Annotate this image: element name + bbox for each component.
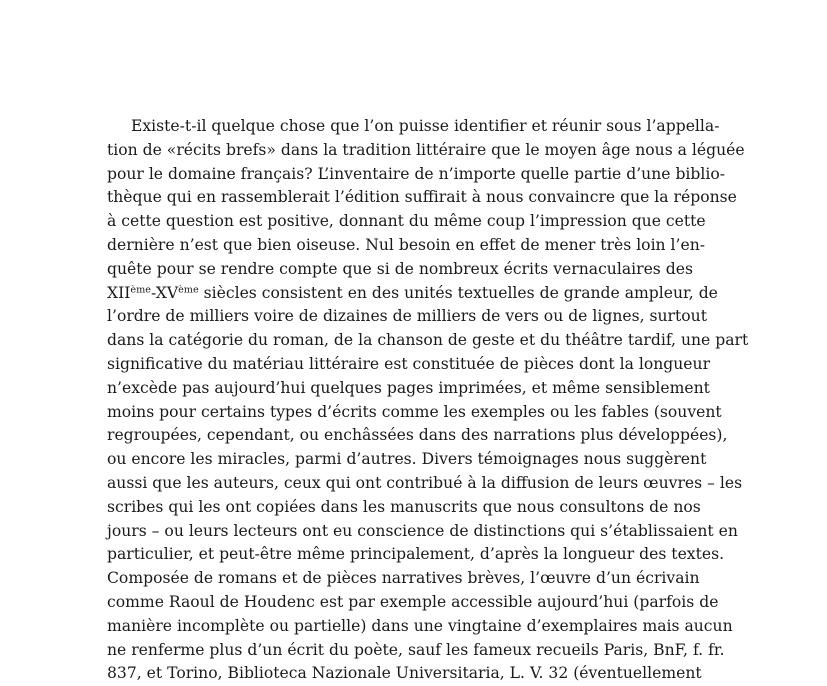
body-paragraph [107, 115, 749, 686]
text-line: Existe-t-il quelque chose que l’on puisse identifier et réunir sous l’appella- [131, 117, 720, 135]
text-line: aussi que les auteurs, ceux qui ont contribué à la diffusion de leurs œuvres – les [107, 473, 743, 492]
text-line: ou encore les miracles, parmi d’autres. Divers témoignages nous suggèrent [107, 450, 707, 469]
text-line: moins pour certains types d’écrits comme les exemples ou les fables (souvent [107, 402, 722, 421]
text-line: particulier, et peut-être même principalement, d’après la longueur des textes. [107, 545, 725, 564]
ordinal-superscript: ème [130, 284, 152, 296]
text-line: jours – ou leurs lecteurs ont eu conscience de distinctions qui s’établissaient en [107, 521, 738, 540]
century-numeral: -XV [151, 283, 179, 302]
text-line: pour le domaine français? L’inventaire de n’importe quelle partie d’une biblio- [107, 164, 726, 183]
text-line: 837, et Torino, Biblioteca Nazionale Universitaria, L. V. 32 (éventuellement [107, 664, 702, 683]
text-line-centuries [107, 282, 718, 306]
century-numeral: XII [107, 283, 131, 302]
text-line: significative du matériau littéraire est constituée de pièces dont la longueur [107, 354, 711, 373]
text-line: dans la catégorie du roman, de la chanson de geste et du théâtre tardif, une part [107, 331, 749, 350]
text-line: ne renferme plus d’un écrit du poète, sauf les fameux recueils Paris, BnF, f. fr. [107, 640, 725, 659]
text-line: Composée de romans et de pièces narratives brèves, l’œuvre d’un écrivain [107, 569, 700, 588]
ordinal-superscript: ème [178, 284, 199, 296]
text-line: manière incomplète ou partielle) dans une vingtaine d’exemplaires mais aucun [107, 616, 733, 635]
text-line: l’ordre de milliers voire de dizaines de milliers de vers ou de lignes, surtout [107, 307, 707, 326]
text-line: tion de «récits brefs» dans la tradition littéraire que le moyen âge nous a léguée [107, 140, 745, 159]
text-line: regroupées, cependant, ou enchâssées dans des narrations plus développées), [107, 426, 728, 445]
text-line: à cette question est positive, donnant du même coup l’impression que cette [107, 212, 706, 231]
text-fragment: siècles consistent en des unités textuelles de grande ampleur, de [198, 283, 718, 302]
text-line: comme Raoul de Houdenc est par exemple accessible aujourd’hui (parfois de [107, 592, 719, 611]
text-line: n’excède pas aujourd’hui quelques pages imprimées, et même sensiblement [107, 378, 710, 397]
text-line: quête pour se rendre compte que si de nombreux écrits vernaculaires des [107, 259, 693, 278]
text-line: scribes qui les ont copiées dans les manuscrits que nous consultons de nos [107, 497, 701, 516]
text-line: thèque qui en rassemblerait l’édition suffirait à nous convaincre que la réponse [107, 188, 737, 207]
text-line: dernière n’est que bien oiseuse. Nul besoin en effet de mener très loin l’en- [107, 235, 706, 254]
